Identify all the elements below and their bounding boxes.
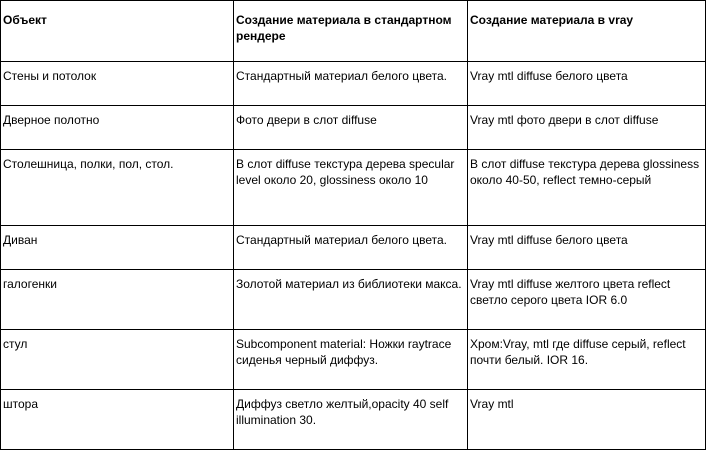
cell-standard: Диффуз светло желтый,opacity 40 self illumination 30. [234,390,468,450]
cell-vray: Vray mtl [468,390,706,450]
cell-standard: Subcomponent material: Ножки raytrace сиденья черный диффуз. [234,330,468,390]
header-object: Объект [1,1,234,62]
cell-vray: Vray mtl diffuse белого цвета [468,226,706,270]
cell-vray: Vray mtl diffuse желтого цвета reflect светло серого цвета IOR 6.0 [468,270,706,330]
cell-object: галогенки [1,270,234,330]
table-row [1,226,706,270]
cell-object: Стены и потолок [1,62,234,106]
table-row [1,106,706,150]
table-row [1,62,706,106]
cell-standard: В слот diffuse текстура дерева specular level около 20, glossiness около 10 [234,150,468,226]
cell-standard: Стандартный материал белого цвета. [234,62,468,106]
cell-object: Столешница, полки, пол, стол. [1,150,234,226]
cell-standard: Фото двери в слот diffuse [234,106,468,150]
cell-vray: Vray mtl diffuse белого цвета [468,62,706,106]
table-header-row [1,1,706,62]
header-standard-render: Создание материала в стандартном рендере [234,1,468,62]
table-row [1,390,706,450]
cell-object: Дверное полотно [1,106,234,150]
table-row [1,270,706,330]
cell-standard: Стандартный материал белого цвета. [234,226,468,270]
table-row [1,150,706,226]
cell-vray: Vray mtl фото двери в слот diffuse [468,106,706,150]
cell-standard: Золотой материал из библиотеки макса. [234,270,468,330]
cell-object: штора [1,390,234,450]
header-vray-render: Создание материала в vray [468,1,706,62]
cell-vray: Хром:Vray, mtl где diffuse серый, reflect почти белый. IOR 16. [468,330,706,390]
table-row [1,330,706,390]
cell-object: стул [1,330,234,390]
cell-vray: В слот diffuse текстура дерева glossiness около 40-50, reflect темно-серый [468,150,706,226]
cell-object: Диван [1,226,234,270]
